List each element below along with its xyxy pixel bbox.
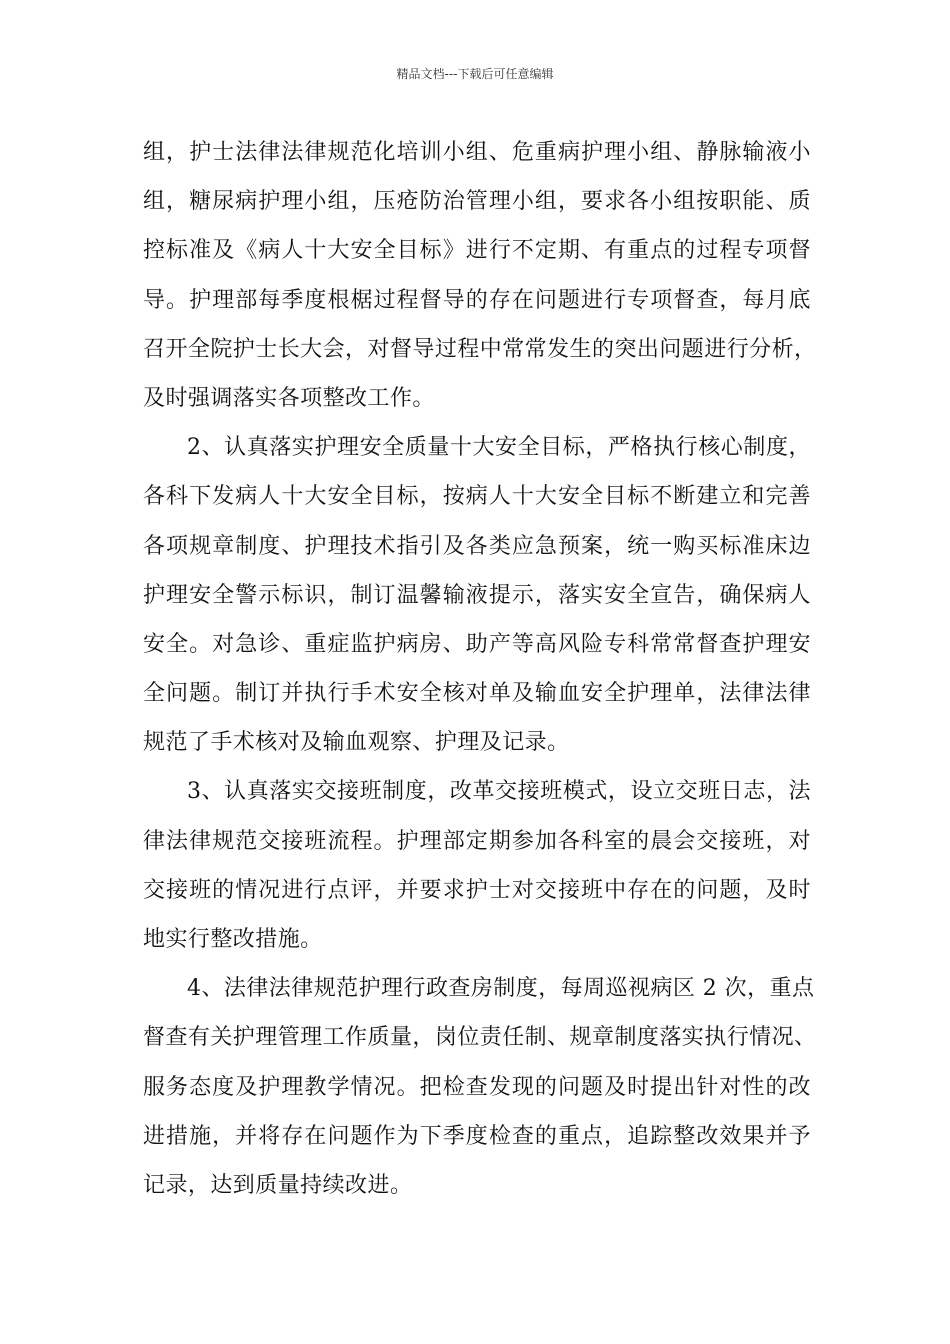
text-line: 控标准及《病人十大安全目标》进行不定期、有重点的过程专项督 (143, 238, 811, 264)
paragraph-2 (143, 423, 811, 767)
text-line: 各项规章制度、护理技术指引及各类应急预案，统一购买标准床边 (143, 533, 811, 559)
text-line: 进措施，并将存在问题作为下季度检查的重点，追踪整改效果并予 (143, 1123, 811, 1149)
page-header: 精品文档---下载后可任意编辑 (396, 67, 554, 81)
text-line: 2、认真落实护理安全质量十大安全目标，严格执行核心制度， (187, 435, 811, 461)
text-line: 律法律规范交接班流程。护理部定期参加各科室的晨会交接班，对 (143, 828, 811, 854)
text-line: 服务态度及护理教学情况。把检查发现的问题及时提出针对性的改 (143, 1074, 811, 1100)
text-line: 规范了手术核对及输血观察、护理及记录。 (143, 730, 570, 756)
text-line: 记录，达到质量持续改进。 (143, 1172, 413, 1198)
text-line: 导。护理部每季度根椐过程督导的存在问题进行专项督查，每月底 (143, 287, 811, 313)
paragraph-1 (143, 128, 817, 423)
text-line: 督查有关护理管理工作质量，岗位责任制、规章制度落实执行情况、 (143, 1025, 817, 1051)
text-line: 及时强调落实各项整改工作。 (143, 385, 435, 411)
text-line: 交接班的情况进行点评，并要求护士对交接班中存在的问题，及时 (143, 877, 811, 903)
text-line: 地实行整改措施。 (143, 927, 323, 952)
document-body (143, 128, 817, 1210)
text-line: 召开全院护士长大会，对督导过程中常常发生的突出问题进行分析， (143, 336, 817, 362)
paragraph-3 (143, 767, 811, 964)
text-line: 全问题。制订并执行手术安全核对单及输血安全护理单，法律法律 (143, 681, 811, 707)
text-line: 3、认真落实交接班制度，改革交接班模式，设立交班日志，法 (187, 779, 811, 805)
text-line: 组，糖尿病护理小组，压疮防治管理小组，要求各小组按职能、质 (143, 189, 811, 215)
text-line: 安全。对急诊、重症监护病房、助产等高风险专科常常督查护理安 (143, 631, 811, 657)
text-line: 各科下发病人十大安全目标，按病人十大安全目标不断建立和完善 (143, 484, 811, 510)
text-line: 组，护士法律法律规范化培训小组、危重病护理小组、静脉输液小 (143, 140, 811, 165)
paragraph-4 (143, 964, 817, 1210)
text-line: 护理安全警示标识，制订温馨输液提示，落实安全宣告，确保病人 (143, 582, 811, 608)
text-line: 4、法律法律规范护理行政查房制度，每周巡视病区 2 次，重点 (187, 976, 815, 1002)
